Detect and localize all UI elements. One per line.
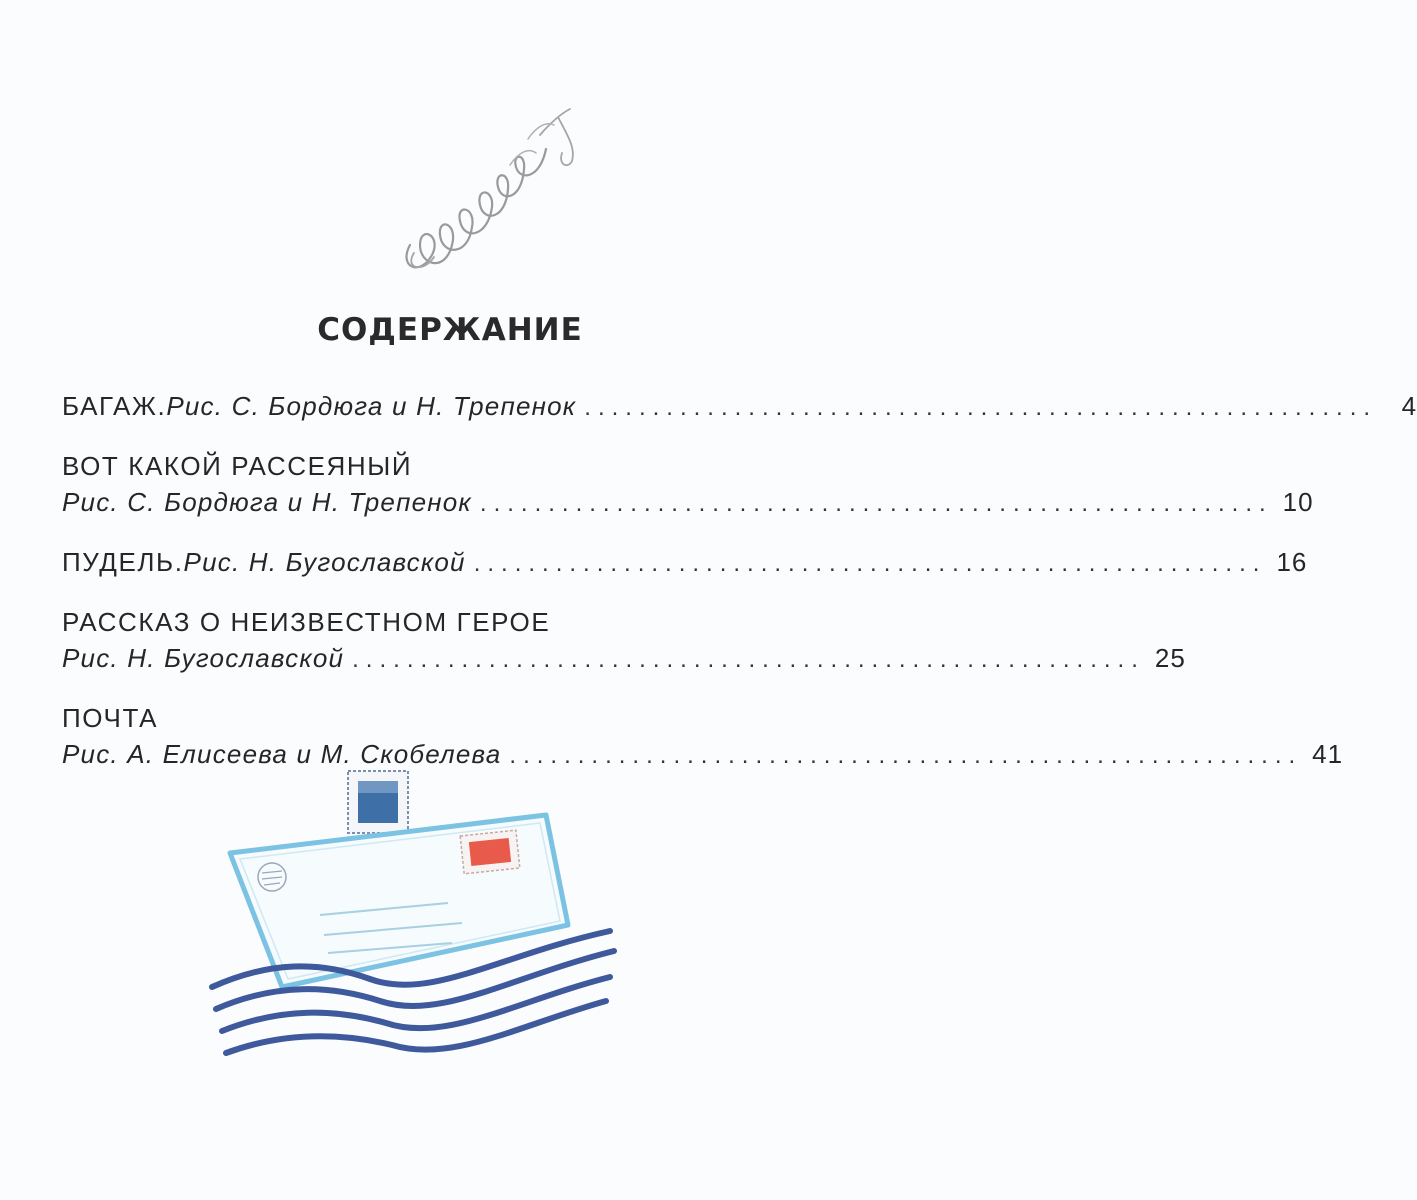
toc-entry-neizvestny-geroy [62, 604, 1186, 678]
dot-leader: .......................................................... [352, 646, 1145, 673]
handwritten-scribble-illustration [390, 95, 600, 285]
toc-entry-title: ПУДЕЛЬ. [62, 547, 184, 577]
toc-entry-title: ВОТ КАКОЙ РАССЕЯНЫЙ [62, 451, 413, 481]
contents-heading: СОДЕРЖАНИЕ [317, 312, 583, 348]
toc-entry-bagazh [62, 388, 1417, 426]
red-stamp-icon [460, 830, 520, 874]
toc-entry-page: 16 [1276, 547, 1308, 577]
toc-entry-page: 4 [1401, 391, 1417, 421]
toc-entry-page: 10 [1282, 487, 1314, 517]
blue-stamp-icon [348, 771, 408, 833]
toc-entry-illustrators: Рис. С. Бордюга и Н. Трепенок [166, 391, 577, 421]
dot-leader: .......................................................... [473, 550, 1267, 577]
toc-entry-page: 25 [1154, 643, 1186, 673]
toc-entry-illustrators: Рис. С. Бордюга и Н. Трепенок [62, 487, 472, 517]
toc-entry-pudel [62, 544, 1308, 582]
table-of-contents [62, 388, 1417, 796]
dot-leader: .......................................................... [584, 394, 1378, 421]
toc-entry-page: 41 [1312, 739, 1344, 769]
toc-entry-title: ПОЧТА [62, 703, 159, 733]
toc-entry-title: РАССКАЗ О НЕИЗВЕСТНОМ ГЕРОЕ [62, 607, 551, 637]
toc-entry-illustrators: Рис. Н. Бугославской [62, 643, 345, 673]
dot-leader: .......................................................... [479, 490, 1273, 517]
toc-entry-title: БАГАЖ. [62, 391, 167, 421]
toc-entry-illustrators: Рис. Н. Бугославской [183, 547, 466, 577]
envelope-on-waves-illustration [200, 755, 630, 1075]
dot-leader: .......................................................... [509, 742, 1303, 769]
toc-entry-rasseyanny [62, 448, 1314, 522]
toc-entry-illustrators: Рис. А. Елисеева и М. Скобелева [62, 739, 502, 769]
